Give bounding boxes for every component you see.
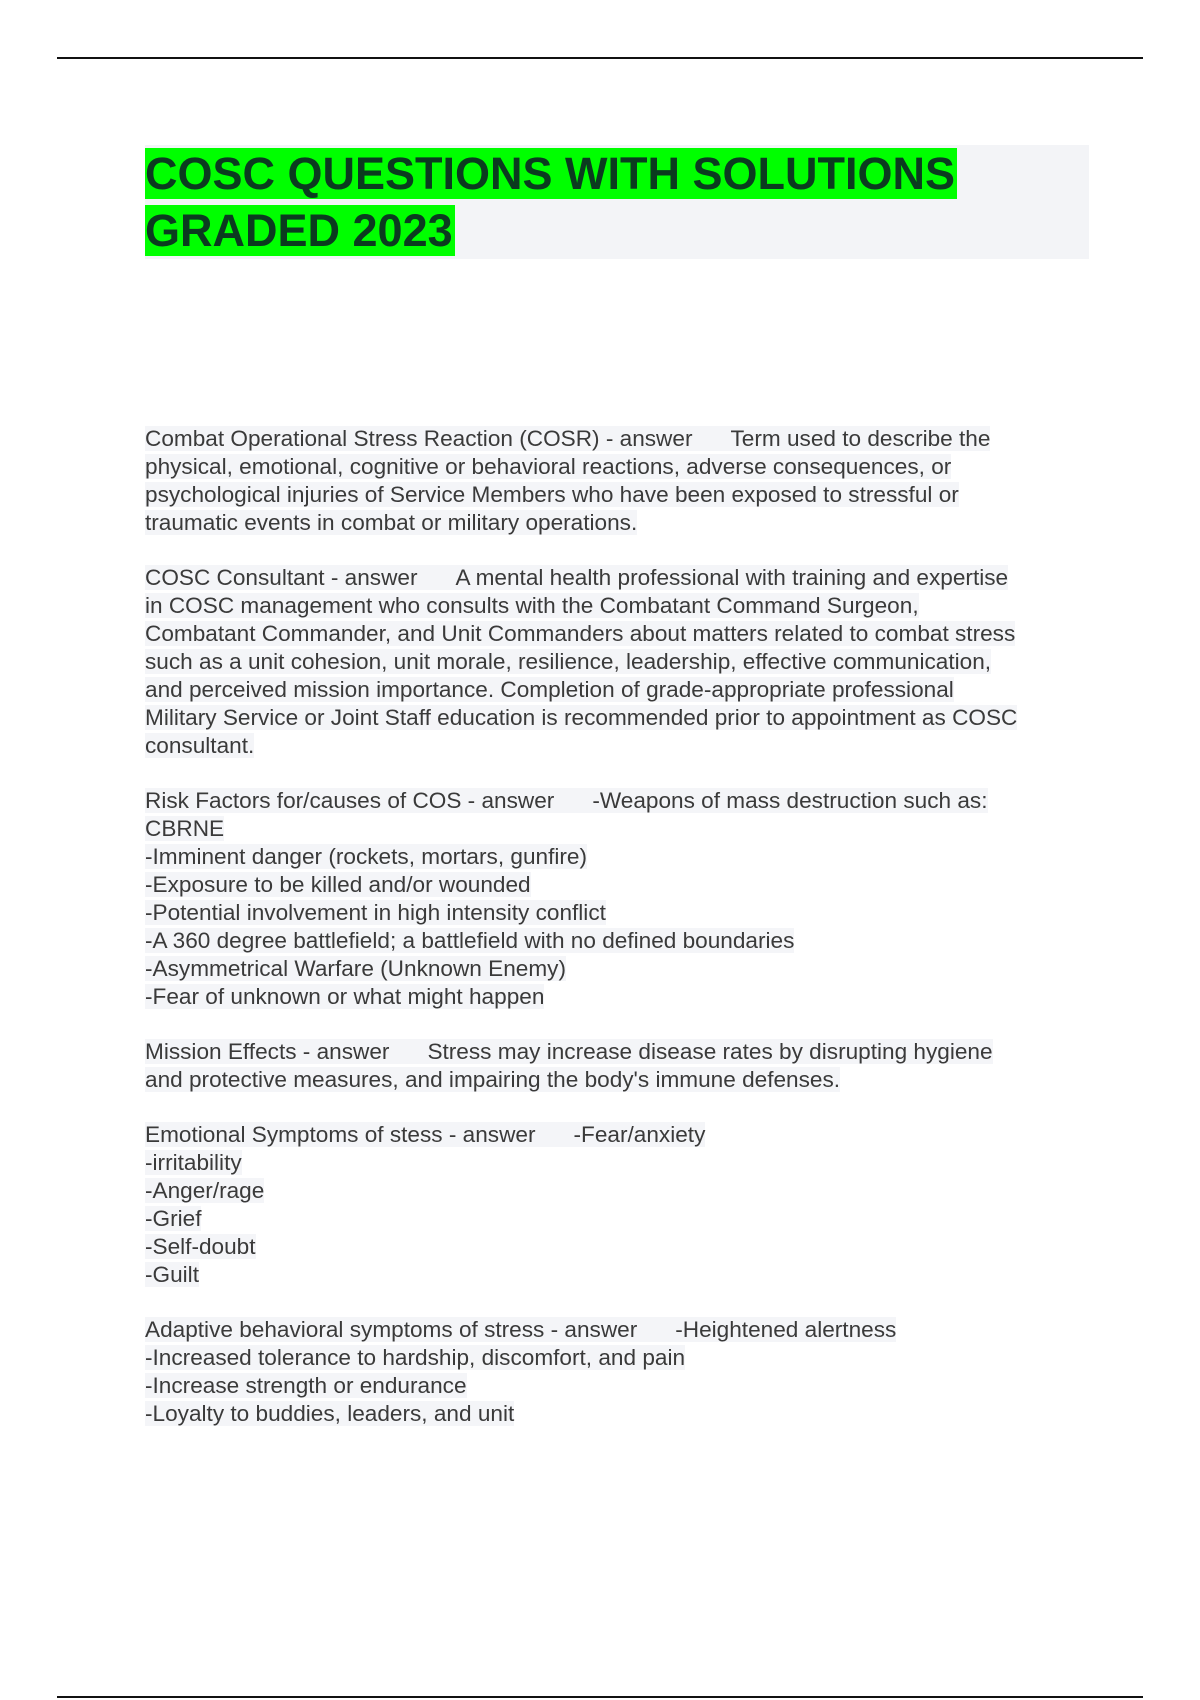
bottom-rule (57, 1696, 1143, 1698)
qa-entry (145, 787, 1089, 1011)
qa-entry (145, 1316, 1089, 1428)
qa-answer-line: A mental health professional with training and expertise (455, 565, 1009, 590)
qa-answer-line: -Asymmetrical Warfare (Unknown Enemy) (145, 956, 566, 981)
title-line-1: COSC QUESTIONS WITH SOLUTIONS (145, 148, 956, 199)
qa-answer-line: Term used to describe the (730, 426, 991, 451)
qa-answer-line: -Fear/anxiety (573, 1122, 706, 1147)
top-rule (57, 57, 1143, 59)
qa-answer-line: Stress may increase disease rates by disrupting hygiene (427, 1039, 993, 1064)
qa-term: COSC Consultant - answer (145, 565, 418, 590)
document-title (145, 145, 1089, 259)
qa-term: Mission Effects - answer (145, 1039, 390, 1064)
qa-entry (145, 564, 1089, 760)
qa-answer-line: -Exposure to be killed and/or wounded (145, 872, 531, 897)
qa-answer-line: and protective measures, and impairing the body's immune defenses. (145, 1067, 841, 1092)
qa-answer-line: CBRNE (145, 816, 225, 841)
qa-answer-line: -Fear of unknown or what might happen (145, 984, 545, 1009)
qa-answer-line: -Weapons of mass destruction such as: (592, 788, 988, 813)
qa-answer-line: -Increased tolerance to hardship, discomfort, and pain (145, 1345, 686, 1370)
qa-answer-line: -Loyalty to buddies, leaders, and unit (145, 1401, 515, 1426)
qa-term: Emotional Symptoms of stess - answer (145, 1122, 536, 1147)
qa-term: Risk Factors for/causes of COS - answer (145, 788, 555, 813)
qa-entry (145, 1121, 1089, 1289)
qa-answer-line: -irritability (145, 1150, 242, 1175)
title-block (145, 145, 1089, 259)
qa-answer-line: physical, emotional, cognitive or behavioral reactions, adverse consequences, or (145, 454, 952, 479)
qa-answer-line: Military Service or Joint Staff education is recommended prior to appointment as COSC (145, 705, 1018, 730)
qa-answer-line: -Potential involvement in high intensity conflict (145, 900, 606, 925)
qa-answer-line: Combatant Commander, and Unit Commanders about matters related to combat stress (145, 621, 1016, 646)
qa-answer-line: -Imminent danger (rockets, mortars, gunfire) (145, 844, 587, 869)
qa-answer-line: such as a unit cohesion, unit morale, resilience, leadership, effective communication, (145, 649, 992, 674)
qa-answer-line: -Guilt (145, 1262, 199, 1287)
qa-answer-line: -Self-doubt (145, 1234, 256, 1259)
qa-entry (145, 1038, 1089, 1094)
qa-answer-line: psychological injuries of Service Members who have been exposed to stressful or (145, 482, 959, 507)
qa-answer-line: in COSC management who consults with the Combatant Command Surgeon, (145, 593, 919, 618)
title-line-2: GRADED 2023 (145, 205, 453, 256)
qa-answer-line: traumatic events in combat or military operations. (145, 510, 638, 535)
qa-answer-line: consultant. (145, 733, 255, 758)
qa-term: Combat Operational Stress Reaction (COSR) - answer (145, 426, 693, 451)
qa-answer-line: and perceived mission importance. Completion of grade-appropriate professional (145, 677, 954, 702)
qa-entry (145, 425, 1089, 537)
qa-list (145, 425, 1089, 1455)
qa-answer-line: -A 360 degree battlefield; a battlefield with no defined boundaries (145, 928, 795, 953)
qa-answer-line: -Grief (145, 1206, 202, 1231)
qa-answer-line: -Heightened alertness (675, 1317, 897, 1342)
qa-answer-line: -Increase strength or endurance (145, 1373, 467, 1398)
qa-term: Adaptive behavioral symptoms of stress - answer (145, 1317, 638, 1342)
qa-answer-line: -Anger/rage (145, 1178, 265, 1203)
